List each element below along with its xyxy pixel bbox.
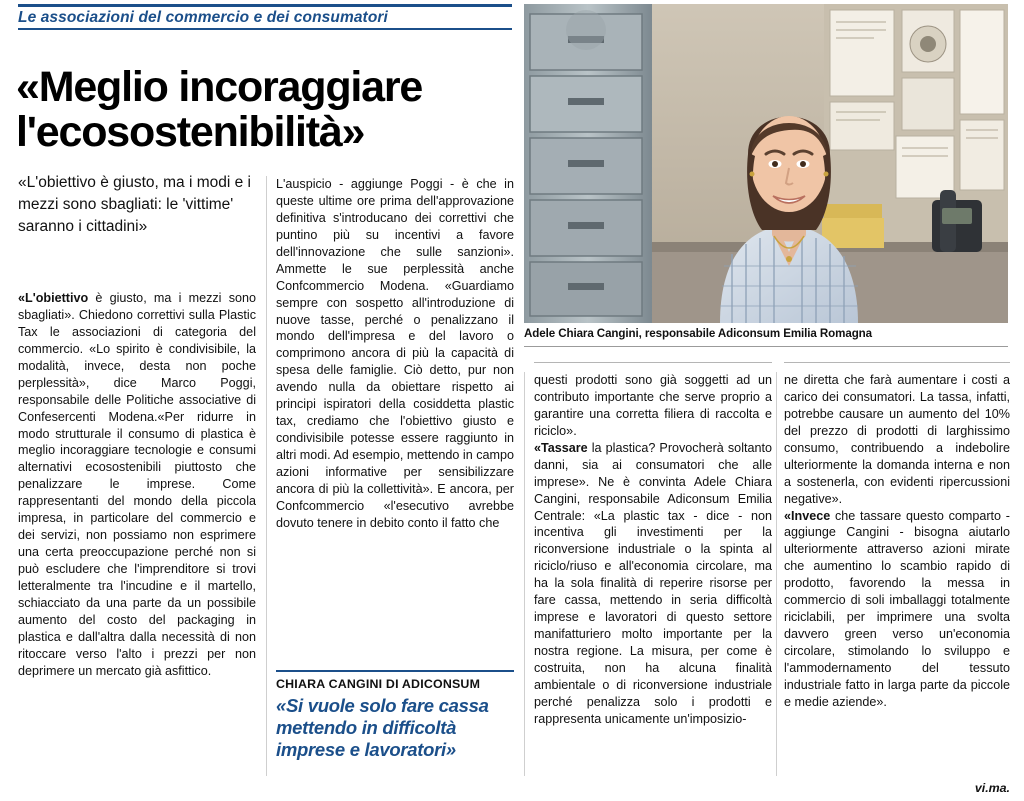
col4-lead-in: «Invece: [784, 508, 831, 523]
col3-lead-in: «Tassare: [534, 440, 588, 455]
article-signature: vi.ma.: [974, 781, 1010, 795]
column-rule-4: [784, 362, 1010, 363]
pull-quote-rule: [276, 670, 514, 672]
column-rule-3: [534, 362, 772, 363]
column-divider-2: [524, 372, 525, 776]
body-column-4: [784, 372, 1010, 711]
col1-text: è giusto, ma i mezzi sono sbagliati». Chiedono correttivi sulla Plastic Tax le associazioni di categoria del commercio. «Lo spirito è condivisibile, la modalità, invece, desta non poche perplessità», dice Marco Poggi, responsabile delle Politiche associative di Confesercenti Modena.«Per ridurre in modo strutturale il consumo di plastica è meglio incoraggiare tecnologie e consumi alternativi ecosostenibili piuttosto che penalizzare le imprese. Come rappresentanti del mondo della piccola impresa, in particolare del commercio e dei servizi, non possiamo non esprimere una certa preoccupazione perché non si può escludere che l'imprenditore si trovi letteralmente tra l'incudine e il martello, schiacciato da una parte da un possibile aumento del costo del packaging in plastica e dall'altra dalla necessità di non ritoccare verso l'alto i prezzi per non deprimere un mercato già asfittico.: [18, 291, 256, 678]
kicker-bar: [18, 4, 512, 30]
pull-quote: [276, 670, 514, 760]
photo-caption: Adele Chiara Cangini, responsabile Adiconsum Emilia Romagna: [524, 327, 873, 340]
body-column-3: [534, 372, 772, 728]
col1-lead-in: «L'obiettivo: [18, 291, 89, 305]
body-column-1: [18, 290, 256, 680]
col4-text-part2: che tassare questo comparto - aggiunge Cangini - bisogna aiutarlo ulteriormente attraverso azioni mirate che aumentino lo scambio rapido di prodotto, favorendo la messa in commercio di soli imballaggi totalmente riciclabili, per imprimere una svolta davvero green verso un'economia circolare, stimolando lo sviluppo e l'ammodernamento del tessuto industriale fatto in larga parte da piccole e medie aziende».: [784, 508, 1010, 709]
photo-illustration: [524, 4, 1008, 323]
column-divider-1: [266, 176, 267, 776]
kicker-rule-bottom: [18, 28, 512, 30]
caption-rule: [524, 346, 1008, 347]
article-photo: [524, 4, 1008, 323]
col3-text-part1: questi prodotti sono già soggetti ad un contributo importante che serve proprio a garantire una corretta filiera di raccolta e riciclo».: [534, 373, 772, 438]
summary-text: «L'obiettivo è giusto, ma i modi e i mezzi sono sbagliati: le 'vittime' saranno i cittadini»: [18, 174, 251, 235]
column-divider-3: [776, 372, 777, 776]
col3-text-part2: la plastica? Provocherà soltanto danni, sia ai consumatori che alle imprese». Ne è convinta Adele Chiara Cangini, responsabile Adiconsum Emilia Centrale: «La plastic tax - dice - non incentiva gli investimenti per la riconversione industriale o la spinta al riciclo/riuso e all'economia circolare, ma ha la sola finalità di reperire risorse per fare cassa, mettendo in seria difficoltà imprese e lavoratori di questo settore manifatturiero molto importante per la nostra regione. La misura, per come è costruita, non ha alcuna finalità ambientale o di riconversione industriale perché penalizza solo i prodotti e rappresenta unicamente un'imposizio-: [534, 440, 772, 726]
kicker-label: Le associazioni del commercio e dei consumatori: [18, 9, 388, 26]
kicker-rule-top: [18, 4, 512, 7]
col2-text: L'auspicio - aggiunge Poggi - è che in queste ultime ore prima dell'approvazione definitiva s'introducano dei correttivi che puntino più su incentivi a favore dell'innovazione che sulle sanzioni». Ammette le sue perplessità anche Confcommercio Modena. «Guardiamo sempre con sospetto all'introduzione di nuove tasse, perché o penalizzano il mondo dell'impresa e del lavoro o comprimono ancora di più la capacità di spesa delle famiglie. Ciò detto, pur non avendo nulla da obiettare rispetto ai principi ispiratori della cosiddetta plastic tax, crediamo che l'obiettivo giusto e condivisibile potesse essere raggiunto in altri modi. Ad esempio, mettendo in campo azioni informative per sensibilizzare ancora di più la collettività». E ancora, per Confcommercio «l'esecutivo avrebbe dovuto tenere in debito conto il fatto che: [276, 177, 515, 530]
pull-quote-text: «Si vuole solo fare cassa mettendo in difficoltà imprese e lavoratori»: [276, 695, 489, 760]
col4-text-part1: ne diretta che farà aumentare i costi a carico dei consumatori. La tassa, infatti, potrebbe causare un aumento del 10% del prezzo di prodotti di larghissimo consumo, contribuendo a indebolire ulteriormente la domanda interna e non a sostenerla, con evidenti ripercussioni negative».: [784, 373, 1010, 506]
body-column-2: [276, 176, 514, 532]
headline-line-2: l'ecosostenibilità»: [16, 107, 365, 156]
pull-quote-source: CHIARA CANGINI DI ADICONSUM: [276, 677, 481, 691]
page-title: [16, 62, 516, 156]
headline-line-1: «Meglio incoraggiare: [16, 62, 423, 111]
